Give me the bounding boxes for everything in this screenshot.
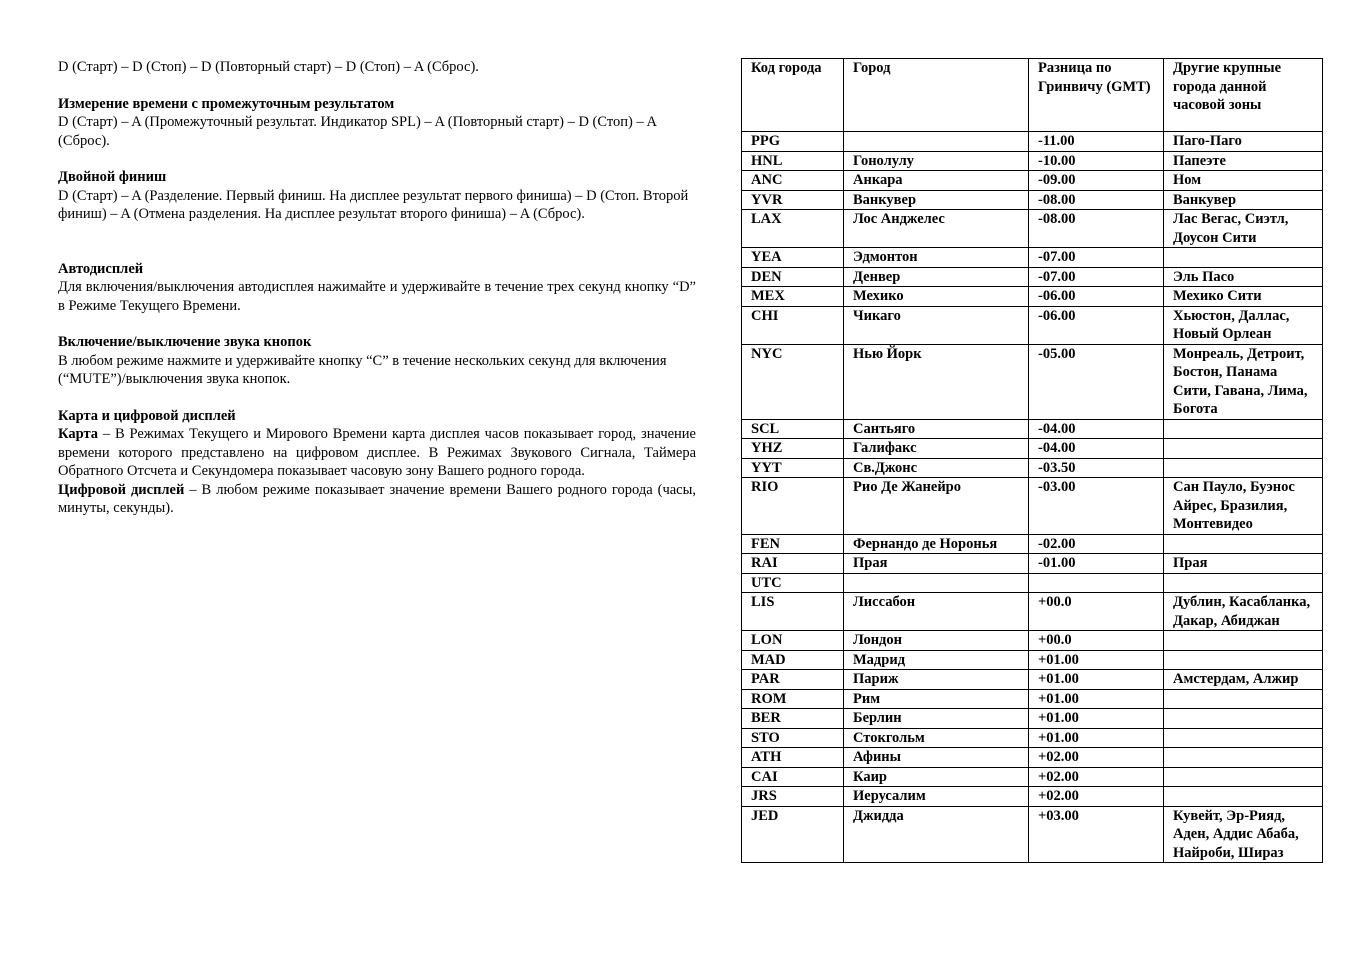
other-cities-cell: Ном: [1164, 171, 1323, 191]
city-code-cell: SCL: [742, 419, 844, 439]
table-row: [742, 728, 1323, 748]
city-cell: Джидда: [844, 806, 1029, 863]
other-cities-cell: Сан Пауло, Буэнос Айрес, Бразилия, Монтевидео: [1164, 478, 1323, 535]
city-code-cell: PAR: [742, 670, 844, 690]
table-row: [742, 573, 1323, 593]
city-code-cell: CAI: [742, 767, 844, 787]
table-row: [742, 267, 1323, 287]
other-cities-cell: [1164, 458, 1323, 478]
city-cell: Нью Йорк: [844, 344, 1029, 419]
gmt-offset-cell: -08.00: [1029, 190, 1164, 210]
gmt-offset-cell: +01.00: [1029, 709, 1164, 729]
city-code-cell: NYC: [742, 344, 844, 419]
city-code-cell: YEA: [742, 248, 844, 268]
city-cell: Лос Анджелес: [844, 210, 1029, 248]
table-row: [742, 132, 1323, 152]
city-cell: Стокгольм: [844, 728, 1029, 748]
other-cities-cell: [1164, 787, 1323, 807]
city-cell: Денвер: [844, 267, 1029, 287]
city-code-cell: JRS: [742, 787, 844, 807]
city-cell: Лиссабон: [844, 593, 1029, 631]
gmt-offset-cell: -07.00: [1029, 267, 1164, 287]
city-code-cell: MEX: [742, 287, 844, 307]
gmt-offset-cell: +03.00: [1029, 806, 1164, 863]
gmt-offset-cell: +01.00: [1029, 728, 1164, 748]
city-cell: Эдмонтон: [844, 248, 1029, 268]
table-row: [742, 748, 1323, 768]
other-cities-cell: [1164, 709, 1323, 729]
header-gmt-offset: Разница по Гринвичу (GMT): [1029, 59, 1164, 132]
city-code-cell: UTC: [742, 573, 844, 593]
city-cell: Иерусалим: [844, 787, 1029, 807]
left-text-column: [58, 58, 696, 518]
other-cities-cell: Кувейт, Эр-Рияд, Аден, Аддис Абаба, Найроби, Шираз: [1164, 806, 1323, 863]
city-cell: Париж: [844, 670, 1029, 690]
other-cities-cell: [1164, 748, 1323, 768]
city-code-cell: PPG: [742, 132, 844, 152]
city-cell: Мадрид: [844, 650, 1029, 670]
gmt-offset-cell: +00.0: [1029, 593, 1164, 631]
table-row: [742, 478, 1323, 535]
gmt-offset-cell: -05.00: [1029, 344, 1164, 419]
time-zone-table-body: [742, 132, 1323, 863]
gmt-offset-cell: -04.00: [1029, 419, 1164, 439]
gmt-offset-cell: -08.00: [1029, 210, 1164, 248]
table-row: [742, 670, 1323, 690]
city-code-cell: FEN: [742, 534, 844, 554]
table-row: [742, 787, 1323, 807]
double-finish-text: D (Старт) – A (Разделение. Первый финиш. На дисплее результат первого финиша) – D (Стоп. Второй финиш) – A (Отмена разделения. На дисплее результат второго финиша) – A (Сброс).: [58, 187, 689, 222]
other-cities-cell: Монреаль, Детроит, Бостон, Панама Сити, Гавана, Лима, Богота: [1164, 344, 1323, 419]
double-finish-heading: Двойной финиш: [58, 169, 167, 185]
city-code-cell: RIO: [742, 478, 844, 535]
table-row: [742, 554, 1323, 574]
table-row: [742, 534, 1323, 554]
city-code-cell: YYT: [742, 458, 844, 478]
other-cities-cell: [1164, 631, 1323, 651]
table-row: [742, 287, 1323, 307]
map-display-heading: Карта и цифровой дисплей: [58, 407, 236, 424]
time-zone-table: [741, 58, 1323, 863]
city-cell: Ванкувер: [844, 190, 1029, 210]
city-code-cell: ROM: [742, 689, 844, 709]
button-sound-text: В любом режиме нажмите и удерживайте кнопку “C” в течение нескольких секунд для включения (“MUTE”)/выключения звука кнопок.: [58, 352, 667, 387]
header-city: Город: [844, 59, 1029, 132]
digital-display-label: Цифровой дисплей: [58, 481, 185, 498]
city-code-cell: CHI: [742, 306, 844, 344]
city-cell: Галифакс: [844, 439, 1029, 459]
city-cell: Берлин: [844, 709, 1029, 729]
city-cell: Афины: [844, 748, 1029, 768]
other-cities-cell: [1164, 689, 1323, 709]
city-cell: Мехико: [844, 287, 1029, 307]
table-row: [742, 709, 1323, 729]
split-time-text: D (Старт) – A (Промежуточный результат. Индикатор SPL) – A (Повторный старт) – D (Стоп) – A (Сброс).: [58, 114, 657, 149]
digital-display-paragraph: [58, 481, 696, 518]
other-cities-cell: [1164, 767, 1323, 787]
gmt-offset-cell: +02.00: [1029, 748, 1164, 768]
gmt-offset-cell: +01.00: [1029, 670, 1164, 690]
gmt-offset-cell: +00.0: [1029, 631, 1164, 651]
gmt-offset-cell: -10.00: [1029, 151, 1164, 171]
header-city-code: Код города: [742, 59, 844, 132]
table-header-row: [742, 59, 1323, 132]
gmt-offset-cell: -11.00: [1029, 132, 1164, 152]
table-row: [742, 650, 1323, 670]
map-text: – В Режимах Текущего и Мирового Времени карта дисплея часов показывает город, значение времени которого представлено на цифровом дисплее. В Режимах Звукового Сигнала, Таймера Обратного Отсчета и Секундомера показывает часовую зону Вашего родного города.: [58, 426, 696, 479]
gmt-offset-cell: -04.00: [1029, 439, 1164, 459]
table-row: [742, 306, 1323, 344]
other-cities-cell: Амстердам, Алжир: [1164, 670, 1323, 690]
other-cities-cell: [1164, 650, 1323, 670]
table-row: [742, 419, 1323, 439]
other-cities-cell: Мехико Сити: [1164, 287, 1323, 307]
gmt-offset-cell: [1029, 573, 1164, 593]
autodisplay-heading: Автодисплей: [58, 260, 144, 277]
table-row: [742, 190, 1323, 210]
table-row: [742, 689, 1323, 709]
gmt-offset-cell: +02.00: [1029, 767, 1164, 787]
city-cell: Каир: [844, 767, 1029, 787]
city-code-cell: YVR: [742, 190, 844, 210]
table-row: [742, 248, 1323, 268]
city-code-cell: BER: [742, 709, 844, 729]
city-code-cell: MAD: [742, 650, 844, 670]
gmt-offset-cell: -01.00: [1029, 554, 1164, 574]
map-paragraph: [58, 425, 696, 481]
city-cell: Гонолулу: [844, 151, 1029, 171]
city-cell: Фернандо де Норонья: [844, 534, 1029, 554]
city-code-cell: LAX: [742, 210, 844, 248]
city-code-cell: JED: [742, 806, 844, 863]
gmt-offset-cell: -09.00: [1029, 171, 1164, 191]
other-cities-cell: Хьюстон, Даллас, Новый Орлеан: [1164, 306, 1323, 344]
other-cities-cell: [1164, 419, 1323, 439]
city-cell: [844, 573, 1029, 593]
other-cities-cell: [1164, 573, 1323, 593]
city-cell: [844, 132, 1029, 152]
city-cell: Рио Де Жанейро: [844, 478, 1029, 535]
autodisplay-text: Для включения/выключения автодисплея нажимайте и удерживайте в течение трех секунд кнопку “D” в Режиме Текущего Времени.: [58, 279, 696, 314]
gmt-offset-cell: -02.00: [1029, 534, 1164, 554]
stopwatch-sequence-line: D (Старт) – D (Стоп) – D (Повторный старт) – D (Стоп) – A (Сброс).: [58, 59, 479, 75]
other-cities-cell: Прая: [1164, 554, 1323, 574]
other-cities-cell: [1164, 534, 1323, 554]
other-cities-cell: [1164, 728, 1323, 748]
map-label: Карта: [58, 426, 98, 442]
table-row: [742, 171, 1323, 191]
table-row: [742, 439, 1323, 459]
gmt-offset-cell: -06.00: [1029, 306, 1164, 344]
city-code-cell: YHZ: [742, 439, 844, 459]
city-cell: Прая: [844, 554, 1029, 574]
city-code-cell: STO: [742, 728, 844, 748]
table-row: [742, 458, 1323, 478]
table-row: [742, 806, 1323, 863]
split-time-heading: Измерение времени с промежуточным результатом: [58, 95, 395, 112]
city-code-cell: LIS: [742, 593, 844, 631]
city-cell: Рим: [844, 689, 1029, 709]
city-code-cell: HNL: [742, 151, 844, 171]
table-row: [742, 210, 1323, 248]
city-cell: Чикаго: [844, 306, 1029, 344]
other-cities-cell: [1164, 248, 1323, 268]
gmt-offset-cell: -07.00: [1029, 248, 1164, 268]
city-cell: Лондон: [844, 631, 1029, 651]
table-row: [742, 151, 1323, 171]
other-cities-cell: Ванкувер: [1164, 190, 1323, 210]
other-cities-cell: Дублин, Касабланка, Дакар, Абиджан: [1164, 593, 1323, 631]
gmt-offset-cell: +02.00: [1029, 787, 1164, 807]
digital-display-text: – В любом режиме показывает значение времени Вашего родного города (часы, минуты, секунды).: [58, 481, 696, 516]
city-code-cell: RAI: [742, 554, 844, 574]
table-row: [742, 767, 1323, 787]
header-other-cities: Другие крупные города данной часовой зоны: [1164, 59, 1323, 132]
city-cell: Св.Джонс: [844, 458, 1029, 478]
other-cities-cell: Папеэте: [1164, 151, 1323, 171]
gmt-offset-cell: +01.00: [1029, 650, 1164, 670]
gmt-offset-cell: -03.00: [1029, 478, 1164, 535]
other-cities-cell: Лас Вегас, Сиэтл, Доусон Сити: [1164, 210, 1323, 248]
other-cities-cell: Паго-Паго: [1164, 132, 1323, 152]
city-code-cell: LON: [742, 631, 844, 651]
city-code-cell: ATH: [742, 748, 844, 768]
gmt-offset-cell: +01.00: [1029, 689, 1164, 709]
button-sound-heading: Включение/выключение звука кнопок: [58, 334, 312, 350]
table-row: [742, 593, 1323, 631]
table-row: [742, 631, 1323, 651]
city-cell: Анкара: [844, 171, 1029, 191]
gmt-offset-cell: -06.00: [1029, 287, 1164, 307]
gmt-offset-cell: -03.50: [1029, 458, 1164, 478]
city-cell: Сантьяго: [844, 419, 1029, 439]
city-code-cell: DEN: [742, 267, 844, 287]
table-row: [742, 344, 1323, 419]
other-cities-cell: [1164, 439, 1323, 459]
city-code-cell: ANC: [742, 171, 844, 191]
other-cities-cell: Эль Пасо: [1164, 267, 1323, 287]
